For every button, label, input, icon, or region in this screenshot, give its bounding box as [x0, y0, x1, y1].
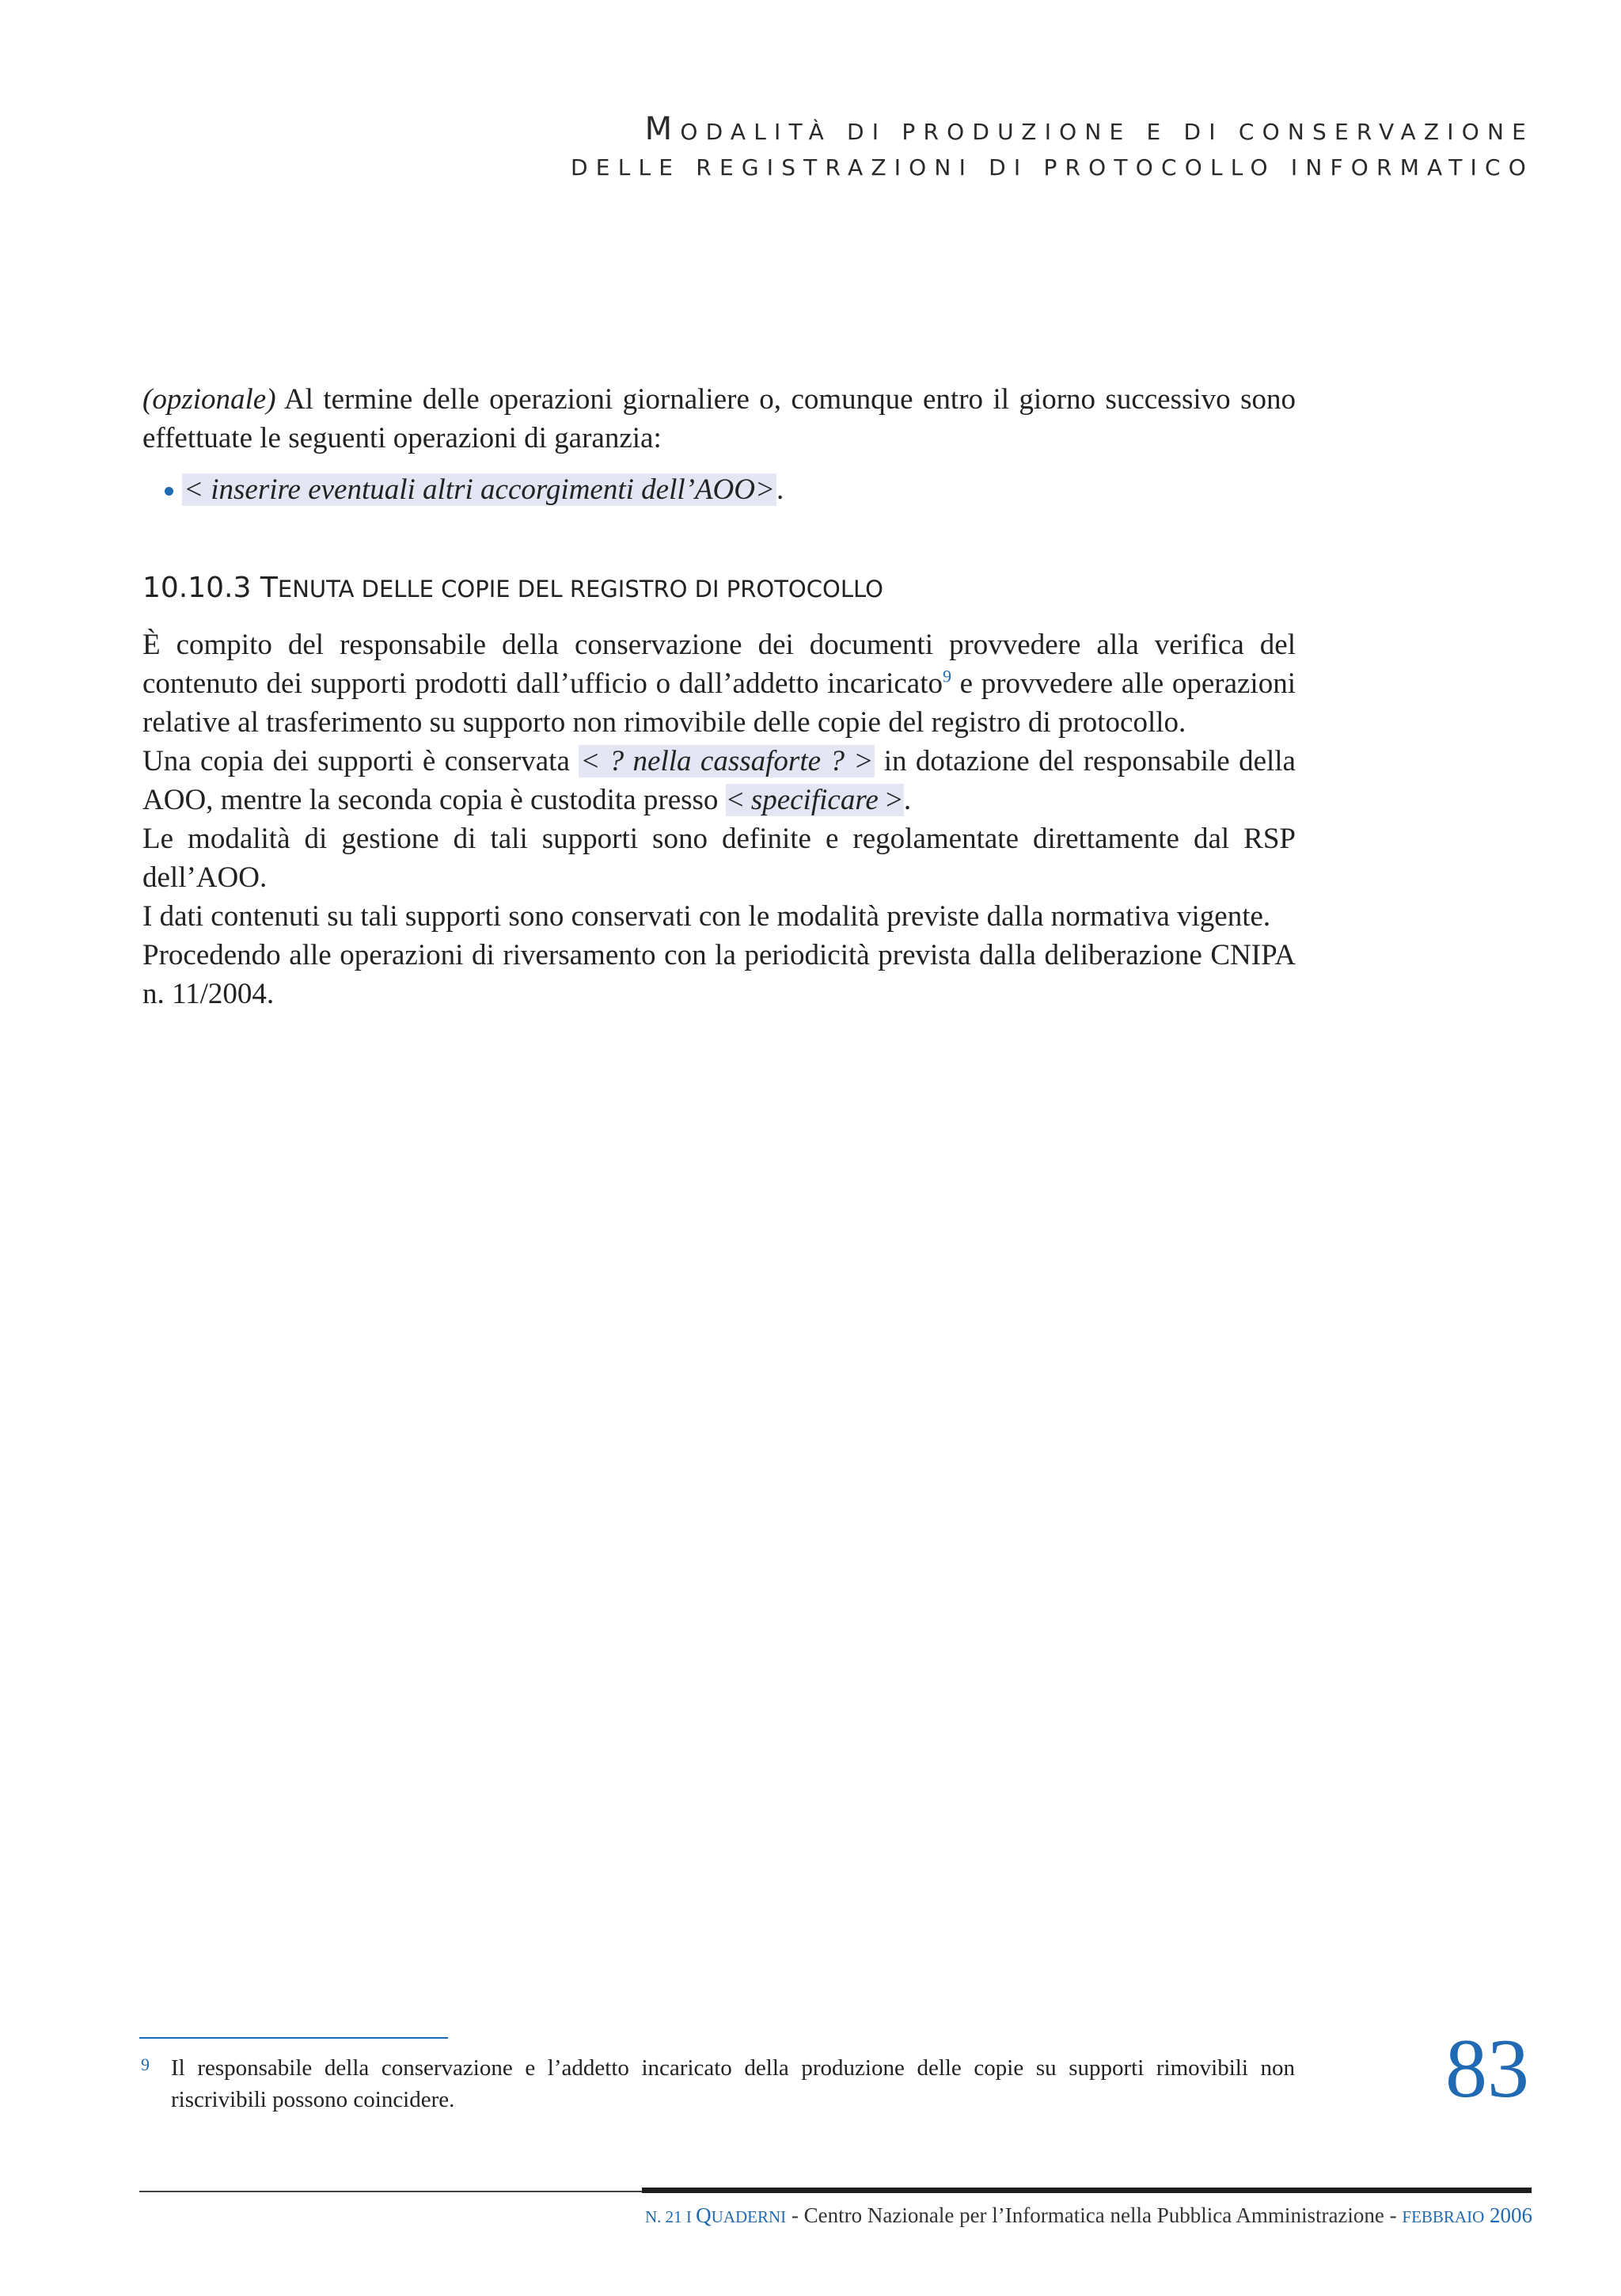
body-paragraph-1-text-b: e provvedere alle operazioni relative al trasferimento su supporto non rimovibile delle copie del registro di protocollo.: [142, 667, 1296, 739]
footer-series: UADERNI: [711, 2207, 787, 2226]
body-paragraph-2-text-a: Una copia dei supporti è conservata: [142, 745, 579, 777]
footer-year: 2006: [1484, 2203, 1532, 2227]
footer-month: FEBBRAIO: [1402, 2207, 1485, 2226]
footnote-reference[interactable]: 9: [942, 666, 951, 686]
footnote-text: Il responsabile della conservazione e l’addetto incaricato della produzione delle copie su supporti rimovibili non riscrivibili possono coincidere.: [171, 2055, 1295, 2112]
bullet-suffix: .: [776, 473, 784, 506]
body-paragraph-4: I dati contenuti su tali supporti sono conservati con le modalità previste dalla normativa vigente.: [142, 900, 1271, 933]
body-paragraph-2-end: .: [903, 784, 912, 816]
footer-publisher: - Centro Nazionale per l’Informatica nella Pubblica Amministrazione -: [786, 2203, 1403, 2227]
body-paragraph-2: [142, 742, 1296, 819]
bullet-dot-icon: [165, 487, 173, 496]
placeholder-cassaforte: < ? nella cassaforte ? >: [580, 745, 874, 777]
section-body: [142, 625, 1296, 1013]
intro-paragraph: [142, 380, 1296, 458]
running-head-line-1-text: ODALITÀ DI PRODUZIONE E DI CONSERVAZIONE: [680, 119, 1534, 145]
body-paragraph-3: Le modalità di gestione di tali supporti sono definite e regolamentate direttamente dal RSP dell’AOO.: [142, 823, 1296, 894]
footer-separator: I: [681, 2207, 697, 2226]
page-footer: [645, 2203, 1532, 2228]
body-paragraph-1-text-a: È compito del responsabile della conservazione dei documenti provvedere alla verifica del contenuto dei supporti prodotti dall’ufficio o dall’addetto incaricato: [142, 629, 1296, 700]
running-head-initial: M: [644, 111, 681, 147]
footnote: [141, 2052, 1295, 2115]
placeholder-highlight: < inserire eventuali altri accorgimenti dell’AOO>: [184, 473, 775, 506]
body-paragraph-5: Procedendo alle operazioni di riversamento con la periodicità prevista dalla deliberazione CNIPA n. 11/2004.: [142, 939, 1296, 1010]
optional-label: (opzionale): [142, 383, 276, 416]
footer-rule-thick: [642, 2188, 1532, 2193]
section-number: 10.10.3: [142, 572, 252, 604]
body-paragraph-1: [142, 625, 1296, 742]
intro-text: Al termine delle operazioni giornaliere o, comunque entro il giorno successivo sono effettuate le seguenti operazioni di garanzia:: [142, 383, 1296, 454]
body-paragraph-2-text-b: in dotazione del responsabile della AOO, mentre la seconda copia è custodita presso: [142, 745, 1296, 816]
placeholder-close: >: [878, 784, 902, 816]
placeholder-open: <: [727, 784, 751, 816]
footnote-number: 9: [141, 2055, 150, 2074]
bullet-list-item: [182, 470, 784, 509]
placeholder-specificare: [726, 784, 904, 816]
section-title-initial: T: [260, 572, 278, 604]
placeholder-specificare-text: specificare: [750, 784, 879, 816]
footer-issue: N. 21: [644, 2207, 682, 2226]
footer-series-initial: Q: [696, 2203, 712, 2227]
section-heading: [142, 572, 883, 604]
footnote-divider: [139, 2037, 448, 2039]
section-title: ENUTA DELLE COPIE DEL REGISTRO DI PROTOCOLLO: [277, 576, 883, 603]
page-number: 83: [1445, 2022, 1529, 2115]
running-head-line-2: DELLE REGISTRAZIONI DI PROTOCOLLO INFORMATICO: [571, 154, 1534, 181]
footer-rule-thin: [139, 2191, 642, 2192]
running-head-line-1: [645, 111, 1534, 147]
